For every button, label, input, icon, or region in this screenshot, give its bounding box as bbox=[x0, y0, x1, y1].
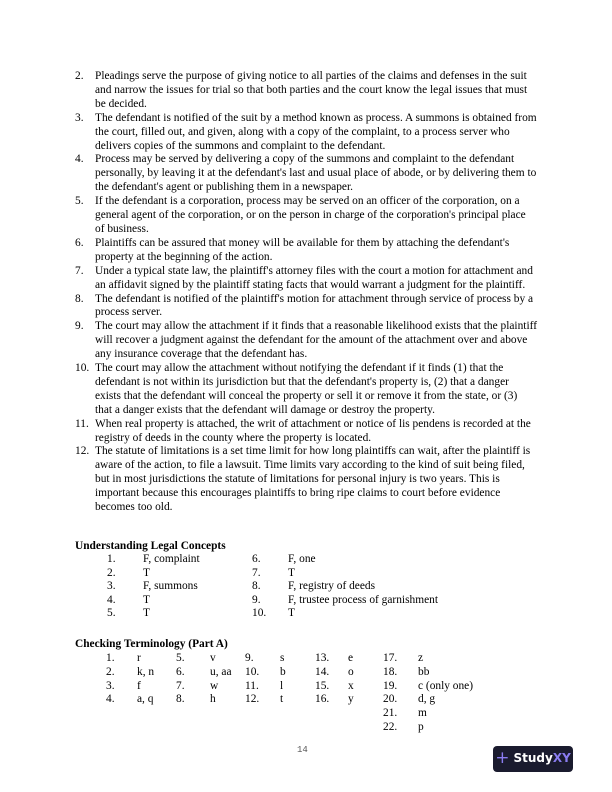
section-heading-concepts: Understanding Legal Concepts bbox=[75, 540, 226, 552]
answer-value: p bbox=[418, 721, 424, 733]
answer-value: z bbox=[418, 652, 424, 664]
answer-number: 4. bbox=[106, 693, 115, 706]
item-number: 7. bbox=[75, 264, 84, 277]
answer-value: T bbox=[143, 593, 150, 606]
list-item bbox=[75, 195, 537, 237]
answer-value: a, q bbox=[137, 693, 154, 706]
answer-number: 22. bbox=[383, 721, 398, 733]
answer-number: 8. bbox=[252, 580, 261, 593]
item-text: The defendant is notified of the suit by a method known as process. A summons is obtained from the court, filled out, and given, along with a copy of the complaint, to a process server who delivers copies of the summons and complaint to the defendant. bbox=[95, 111, 537, 152]
answer-number: 2. bbox=[106, 665, 115, 678]
plus-icon: + bbox=[495, 748, 510, 769]
list-item bbox=[75, 418, 537, 446]
answer-value: b bbox=[280, 665, 286, 678]
brand-xy: XY bbox=[552, 751, 571, 766]
answer-number: 7. bbox=[252, 566, 261, 579]
item-text: When real property is attached, the writ of attachment or notice of lis pendens is recorded at the registry of deeds in the county where the property is located. bbox=[95, 417, 531, 444]
item-number: 9. bbox=[75, 320, 84, 333]
answer-value: k, n bbox=[137, 665, 155, 678]
answer-number: 13. bbox=[315, 652, 330, 664]
answer-number: 8. bbox=[176, 693, 185, 706]
page-number: 14 bbox=[297, 745, 308, 755]
item-text: The court may allow the attachment if it finds that a reasonable likelihood exists that the plaintiff will recover a judgment against the defendant for the amount of the attachment over and above any insurance coverage that the defendant has. bbox=[95, 320, 537, 361]
item-text: Process may be served by delivering a copy of the summons and complaint to the defendant personally, by leaving it at the defendant's last and usual place of abode, or by delivering them to the defendant's agent or publishing them in a newspaper. bbox=[95, 153, 537, 194]
answer-value: r bbox=[137, 652, 141, 664]
answer-value: m bbox=[418, 707, 427, 720]
answer-number: 1. bbox=[106, 652, 115, 664]
answer-value: T bbox=[288, 566, 295, 579]
item-text: The statute of limitations is a set time limit for how long plaintiffs can wait, after the plaintiff is aware of the action, to file a lawsuit. Time limits vary according to the kind of suit being filed, but in most jurisdictions the statute of limitations for personal injury is two years. This is important because this encourages plaintiffs to bring ripe claims to court before evidence becomes too old. bbox=[95, 445, 531, 514]
section-heading-terminology: Checking Terminology (Part A) bbox=[75, 638, 228, 650]
answer-number: 5. bbox=[176, 652, 185, 664]
answer-number: 20. bbox=[383, 693, 398, 706]
answer-value: F, one bbox=[288, 553, 316, 565]
answer-value: u, aa bbox=[210, 665, 232, 678]
item-text: If the defendant is a corporation, process may be served on an officer of the corporation, on a general agent of the corporation, or on the person in charge of the corporation's principal place of business. bbox=[95, 195, 526, 235]
answer-number: 1. bbox=[107, 553, 116, 565]
brand-study: Study bbox=[513, 751, 553, 766]
answer-number: 15. bbox=[315, 679, 330, 692]
answer-value: T bbox=[143, 566, 150, 579]
item-number: 2. bbox=[75, 70, 84, 82]
list-item bbox=[75, 70, 537, 112]
item-text: The defendant is notified of the plaintiff's motion for attachment through service of process by a process server. bbox=[95, 292, 534, 319]
answer-number: 9. bbox=[245, 652, 254, 664]
answer-number: 14. bbox=[315, 665, 330, 678]
answer-value: l bbox=[280, 679, 284, 692]
list-item bbox=[75, 265, 537, 293]
answer-number: 17. bbox=[383, 652, 398, 664]
answer-value: F, complaint bbox=[143, 553, 200, 565]
answer-value: c (only one) bbox=[418, 679, 474, 692]
item-number: 8. bbox=[75, 292, 84, 305]
answer-number: 18. bbox=[383, 665, 398, 678]
answer-number: 6. bbox=[176, 665, 185, 678]
answer-value: y bbox=[348, 693, 354, 706]
answer-number: 4. bbox=[107, 593, 116, 606]
item-number: 11. bbox=[75, 417, 89, 430]
answer-number: 3. bbox=[106, 679, 115, 692]
item-text: Plaintiffs can be assured that money will be available for them by attaching the defendant's property at the beginning of the action. bbox=[95, 236, 510, 263]
answer-value: F, trustee process of garnishment bbox=[288, 593, 438, 606]
answer-number: 3. bbox=[107, 580, 116, 593]
answer-value: F, summons bbox=[143, 580, 198, 593]
item-text: Under a typical state law, the plaintiff's attorney files with the court a motion for attachment and an affidavit signed by the plaintiff stating facts that would warrant a judgment for the plaintiff. bbox=[95, 264, 533, 291]
numbered-list bbox=[75, 70, 537, 515]
answer-number: 10. bbox=[252, 607, 267, 620]
item-number: 3. bbox=[75, 111, 84, 124]
answer-value: T bbox=[143, 607, 150, 620]
answer-number: 21. bbox=[383, 707, 398, 720]
answer-number: 5. bbox=[107, 607, 116, 620]
answer-value: d, g bbox=[418, 693, 436, 706]
answer-value: bb bbox=[418, 665, 430, 678]
answer-value: h bbox=[210, 693, 216, 706]
list-item bbox=[75, 320, 537, 362]
item-number: 6. bbox=[75, 236, 84, 249]
list-item bbox=[75, 293, 537, 321]
answer-value: v bbox=[210, 652, 216, 664]
answer-number: 19. bbox=[383, 679, 398, 692]
answer-value: t bbox=[280, 693, 284, 706]
item-number: 5. bbox=[75, 195, 84, 208]
answer-number: 9. bbox=[252, 593, 261, 606]
answer-value: f bbox=[137, 679, 141, 692]
answer-value: x bbox=[348, 679, 354, 692]
answer-number: 7. bbox=[176, 679, 185, 692]
answer-value: T bbox=[288, 607, 295, 620]
list-item bbox=[75, 237, 537, 265]
answer-value: e bbox=[348, 652, 354, 664]
answer-number: 16. bbox=[315, 693, 330, 706]
list-item bbox=[75, 112, 537, 154]
item-number: 12. bbox=[75, 445, 90, 458]
item-text: Pleadings serve the purpose of giving notice to all parties of the claims and defenses in the suit and narrow the issues for trial so that both parties and the court know the legal issues that must be decided. bbox=[95, 70, 528, 110]
answer-value: w bbox=[210, 679, 219, 692]
answer-number: 11. bbox=[245, 679, 259, 692]
answer-number: 6. bbox=[252, 553, 261, 565]
answer-value: o bbox=[348, 665, 354, 678]
answer-value: F, registry of deeds bbox=[288, 580, 376, 593]
studyxy-badge[interactable] bbox=[493, 746, 573, 772]
list-item bbox=[75, 362, 537, 418]
item-number: 10. bbox=[75, 362, 90, 375]
answer-number: 12. bbox=[245, 693, 260, 706]
answer-number: 2. bbox=[107, 566, 116, 579]
answer-number: 10. bbox=[245, 665, 260, 678]
item-text: The court may allow the attachment without notifying the defendant if it finds (1) that the defendant is not within its jurisdiction but that the defendant's property is, (2) that a danger exists that the defendant will conceal the property or sell it or remove it from the state, or (3) that a danger exists that the defendant will damage or destroy the property. bbox=[95, 362, 518, 416]
list-item bbox=[75, 153, 537, 195]
answer-value: s bbox=[280, 652, 285, 664]
item-number: 4. bbox=[75, 153, 84, 166]
list-item bbox=[75, 445, 537, 515]
